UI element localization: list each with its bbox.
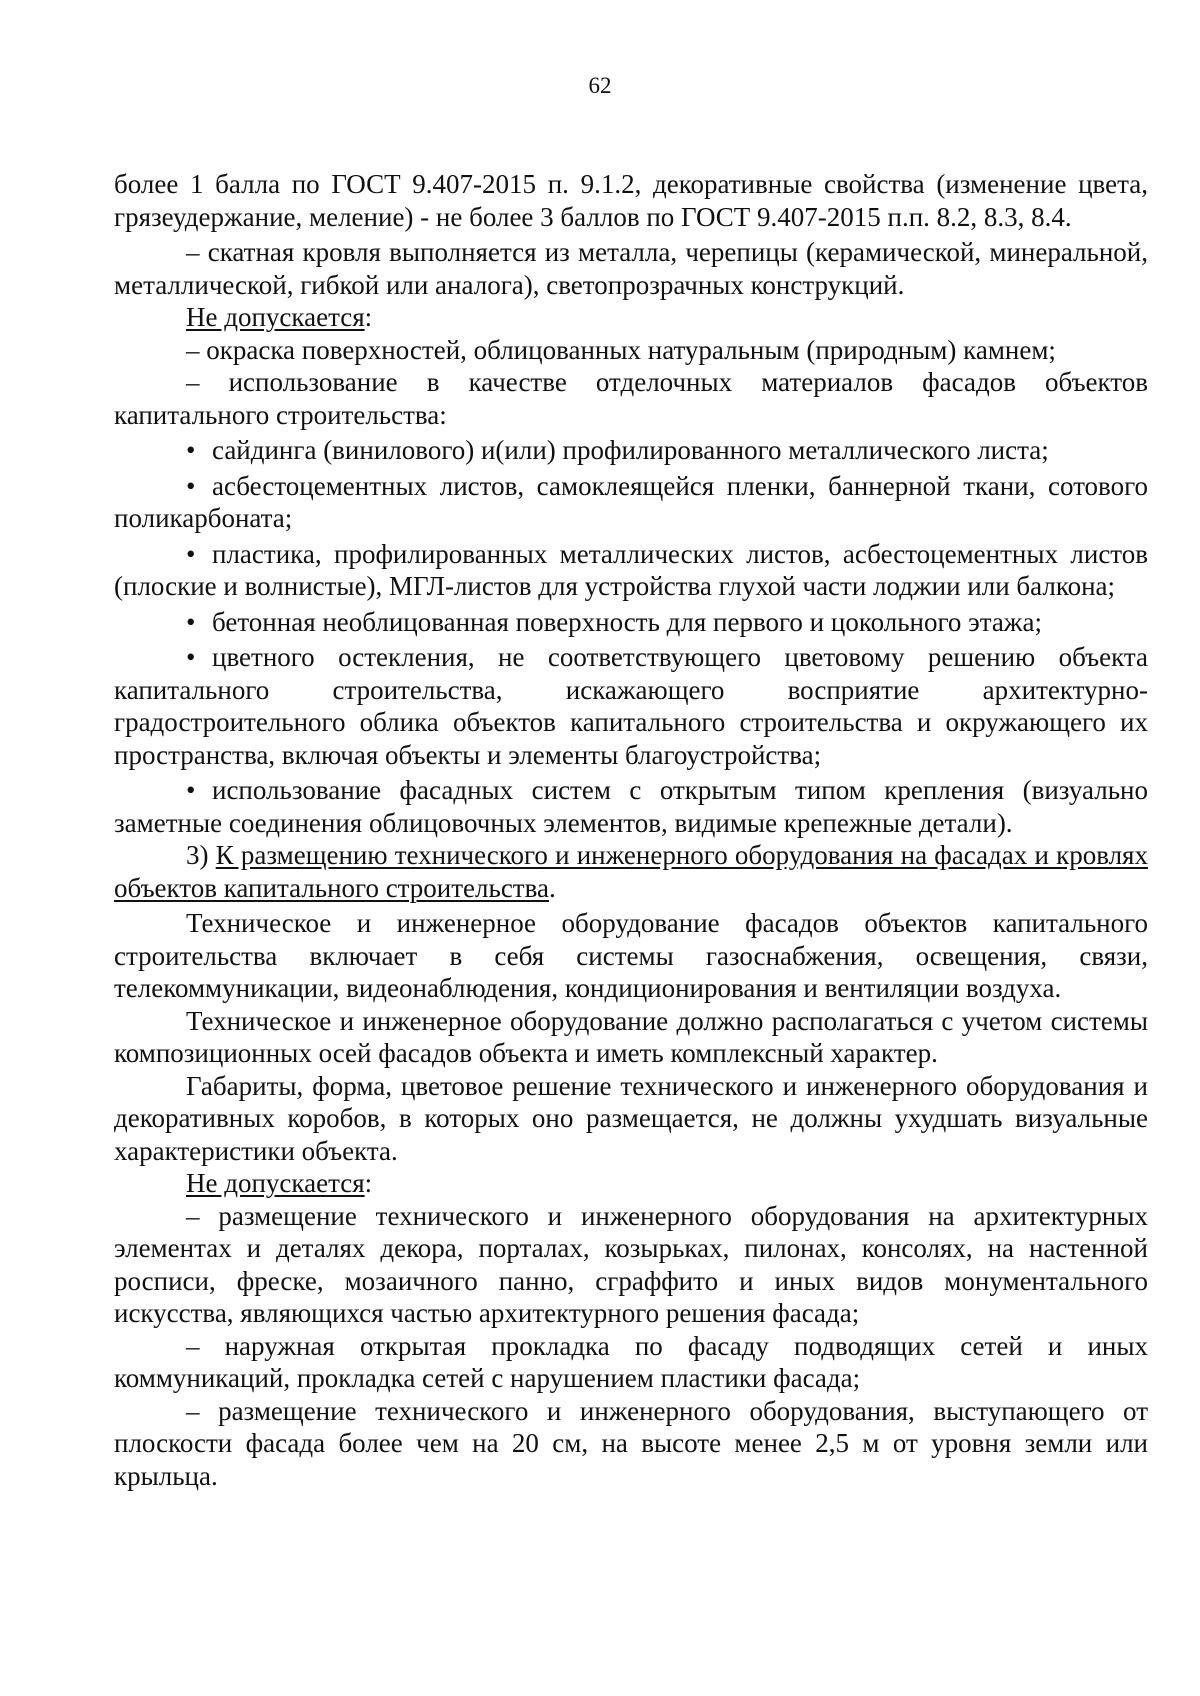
heading-not-allowed (114, 301, 1148, 334)
list-item-bullet (114, 538, 1148, 603)
paragraph-text: – скатная кровля выполняется из металла, черепицы (керамической, минеральной, металлической, гибкой или аналога), светопрозрачных конструкций. (114, 237, 1148, 300)
paragraph-text: Габариты, форма, цветовое решение технического и инженерного оборудования и декоративных коробов, в которых оно размещается, не должны ухудшать визуальные характеристики объекта. (114, 1070, 1148, 1166)
paragraph-equipment (114, 907, 1148, 1005)
document-body (114, 168, 1148, 1492)
list-item-bullet (114, 434, 1148, 467)
underlined-heading: Не допускается (186, 1168, 365, 1198)
underlined-heading: Не допускается (186, 302, 365, 332)
paragraph-text: использование фасадных систем с открытым типом крепления (визуально заметные соединения облицовочных элементов, видимые крепежные детали). (114, 775, 1148, 838)
paragraph-text: – использование в качестве отделочных материалов фасадов объектов капитального строительства: (114, 367, 1148, 430)
list-item-bullet (114, 641, 1148, 771)
paragraph-text: цветного остекления, не соответствующего цветовому решению объекта капитального строительства, искажающего восприятие архитектурно-градостроительного облика объектов капитального строительства и окружающего их пространства, включая объекты и элементы благоустройства; (114, 642, 1148, 770)
paragraph-text: более 1 балла по ГОСТ 9.407-2015 п. 9.1.2, декоративные свойства (изменение цвета, грязеудержание, меление) - не более 3 баллов по ГОСТ 9.407-2015 п.п. 8.2, 8.3, 8.4. (114, 169, 1148, 232)
bullet-icon: • (186, 606, 196, 637)
heading-not-allowed (114, 1167, 1148, 1200)
list-item-bullet (114, 774, 1148, 839)
paragraph-equipment-placement (114, 1005, 1148, 1070)
section-heading-3 (114, 839, 1148, 904)
bullet-icon: • (186, 775, 196, 805)
heading-suffix: : (364, 302, 373, 332)
list-item-dash (114, 1330, 1148, 1395)
bullet-icon: • (186, 642, 196, 672)
section-number: 3) (186, 840, 216, 870)
list-item-dash (114, 1395, 1148, 1493)
bullet-icon: • (186, 470, 196, 501)
list-item-bullet (114, 470, 1148, 535)
paragraph-text: Техническое и инженерное оборудование фасадов объектов капитального строительства включает в себя системы газоснабжения, освещения, связи, телекоммуникации, видеонаблюдения, кондиционирования и вентиляции воздуха. (114, 908, 1148, 1003)
paragraph-text: – размещение технического и инженерного оборудования, выступающего от плоскости фасада более чем на 20 см, на высоте менее 2,5 м от уровня земли или крыльца. (114, 1395, 1148, 1491)
paragraph-dimensions (114, 1070, 1148, 1168)
paragraph-text: бетонная необлицованная поверхность для первого и цокольного этажа; (212, 606, 1042, 637)
underlined-section-title: К размещению технического и инженерного оборудования на фасадах и кровлях объектов капитального строительства (114, 840, 1148, 903)
paragraph-text: асбестоцементных листов, самоклеящейся пленки, баннерной ткани, сотового поликарбоната; (114, 470, 1148, 533)
bullet-icon: • (186, 435, 196, 465)
list-item-bullet (114, 606, 1148, 639)
paragraph-text: – наружная открытая прокладка по фасаду подводящих сетей и иных коммуникаций, прокладка сетей с нарушением пластики фасада; (114, 1330, 1148, 1393)
paragraph-text: – размещение технического и инженерного оборудования на архитектурных элементах и деталях декора, порталах, козырьках, пилонах, консолях, на настенной росписи, фреске, мозаичного панно, сграффито и иных видов монументального искусства, являющихся частью архитектурного решения фасада; (114, 1200, 1148, 1328)
paragraph-text: сайдинга (винилового) и(или) профилированного металлического листа; (212, 435, 1049, 465)
list-item-dash (114, 334, 1148, 367)
page-number: 62 (588, 73, 612, 98)
heading-suffix: : (364, 1168, 373, 1198)
paragraph-text: пластика, профилированных металлических листов, асбестоцементных листов (плоские и волнистые), МГЛ-листов для устройства глухой части лоджии или балкона; (114, 538, 1148, 601)
section-suffix: . (548, 872, 556, 903)
paragraph-pitched-roof (114, 236, 1148, 301)
paragraph-text: – окраска поверхностей, облицованных натуральным (природным) камнем; (186, 334, 1056, 365)
bullet-icon: • (186, 538, 196, 569)
paragraph-text: Техническое и инженерное оборудование должно располагаться с учетом системы композиционных осей фасадов объекта и иметь комплексный характер. (114, 1005, 1148, 1068)
paragraph-continuation (114, 168, 1148, 233)
list-item-dash (114, 1200, 1148, 1330)
list-item-dash (114, 366, 1148, 431)
